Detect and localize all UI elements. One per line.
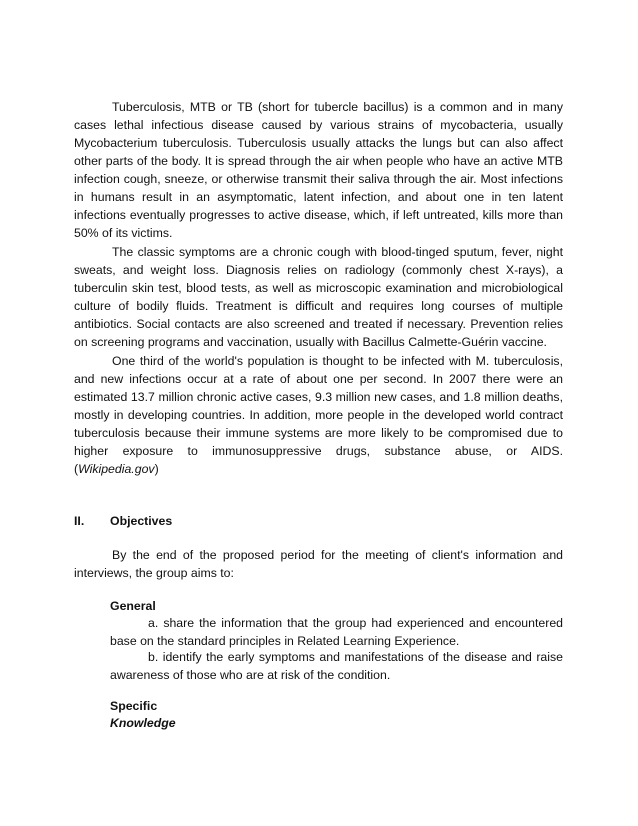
general-objective-a: a. share the information that the group had experienced and encountered base on the standard principles in Related Learning Experience. xyxy=(110,616,563,648)
section-number: II. xyxy=(74,514,85,528)
intro-paragraph-2: The classic symptoms are a chronic cough with blood-tinged sputum, fever, night sweats, and weight loss. Diagnosis relies on radiology (commonly chest X-rays), a tuberculin skin test, blood tests, as well as microscopic examination and microbiological culture of bodily fluids. Treatment is difficult and requires long courses of multiple antibiotics. Social contacts are also screened and treated if necessary. Prevention relies on screening programs and vaccination, usually with Bacillus Calmette-Guérin vaccine. xyxy=(74,245,563,349)
knowledge-heading: Knowledge xyxy=(110,716,176,730)
general-heading: General xyxy=(110,599,156,613)
intro-paragraph-3 xyxy=(74,352,563,478)
objectives-intro: By the end of the proposed period for the meeting of client's information and interviews, the group aims to: xyxy=(74,548,563,580)
general-objective-b: b. identify the early symptoms and manifestations of the disease and raise awareness of those who are at risk of the condition. xyxy=(110,650,563,682)
citation-close: ) xyxy=(154,462,159,476)
citation-open: ( xyxy=(74,462,79,476)
specific-heading: Specific xyxy=(110,699,158,713)
section-title: Objectives xyxy=(110,514,173,528)
intro-paragraph-3-text: One third of the world's population is thought to be infected with M. tuberculosis, and new infections occur at a rate of about one per second. In 2007 there were an estimated 13.7 million chronic active cases, 9.3 million new cases, and 1.8 million deaths, mostly in developing countries. In addition, more people in the developed world contract tuberculosis because their immune systems are more likely to be compromised due to higher exposure to immunosuppressive drugs, substance abuse, or AIDS. xyxy=(74,354,563,458)
citation-source: Wikipedia.gov xyxy=(78,462,155,476)
section-heading-objectives xyxy=(74,512,563,530)
intro-paragraph-1: Tuberculosis, MTB or TB (short for tubercle bacillus) is a common and in many cases lethal infectious disease caused by various strains of mycobacteria, usually Mycobacterium tuberculosis. Tuberculosis usually attacks the lungs but can also affect other parts of the body. It is spread through the air when people who have an active MTB infection cough, sneeze, or otherwise transmit their saliva through the air. Most infections in humans result in an asymptomatic, latent infection, and about one in ten latent infections eventually progresses to active disease, which, if left untreated, kills more than 50% of its victims. xyxy=(74,100,563,240)
